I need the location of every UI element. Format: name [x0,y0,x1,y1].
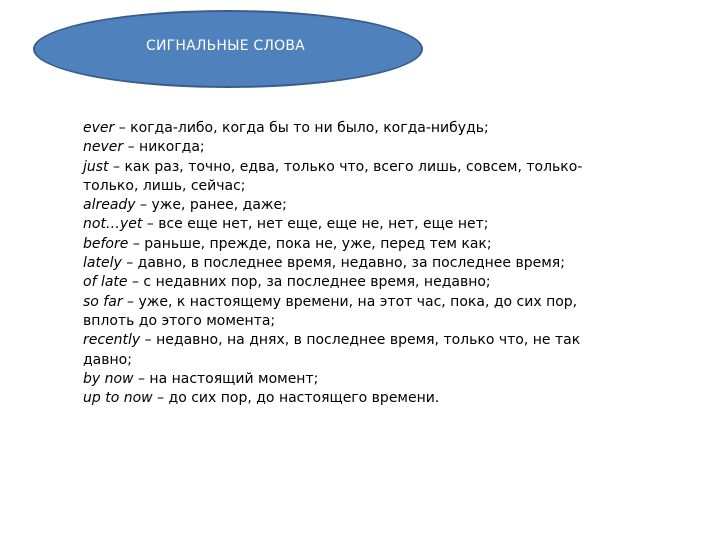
definition: – уже, к настоящему времени, на этот час, пока, до сих пор, вплоть до этого момента; [83,293,578,329]
term: recently [83,332,141,349]
term: never [83,139,124,156]
list-item [83,119,623,138]
list-item [83,235,623,254]
term: of late [83,274,128,291]
list-item [83,331,623,370]
definition: – уже, ранее, даже; [135,197,287,214]
term: ever [83,120,115,136]
list-item [83,158,623,197]
term: already [83,197,136,214]
list-item [83,215,623,234]
term: by now [83,370,134,387]
definition: – до сих пор, до настоящего времени. [152,390,440,407]
definition: – на настоящий момент; [133,370,319,387]
term: just [83,158,109,175]
list-item [83,273,623,292]
list-item [83,389,623,408]
term: not…yet [83,216,143,233]
definition: – давно, в последнее время, недавно, за последнее время; [121,255,565,272]
term: lately [83,255,122,272]
signal-words-list [83,119,623,408]
list-item [83,293,623,332]
term: before [83,235,129,252]
list-item [83,196,623,215]
definition: – недавно, на днях, в последнее время, только что, не так давно; [83,332,581,368]
definition: – когда-либо, когда бы то ни было, когда-нибудь; [114,120,489,136]
term: so far [83,293,123,310]
definition: – раньше, прежде, пока не, уже, перед тем как; [128,235,492,252]
list-item [83,254,623,273]
definition: – как раз, точно, едва, только что, всего лишь, совсем, только-только, лишь, сейчас; [83,158,583,194]
list-item [83,370,623,389]
definition: – никогда; [123,139,205,156]
list-item [83,138,623,157]
definition: – все еще нет, нет еще, еще не, нет, еще нет; [142,216,489,233]
slide-title: СИГНАЛЬНЫЕ СЛОВА [146,38,305,54]
definition: – с недавних пор, за последнее время, недавно; [127,274,491,291]
term: up to now [83,390,153,407]
